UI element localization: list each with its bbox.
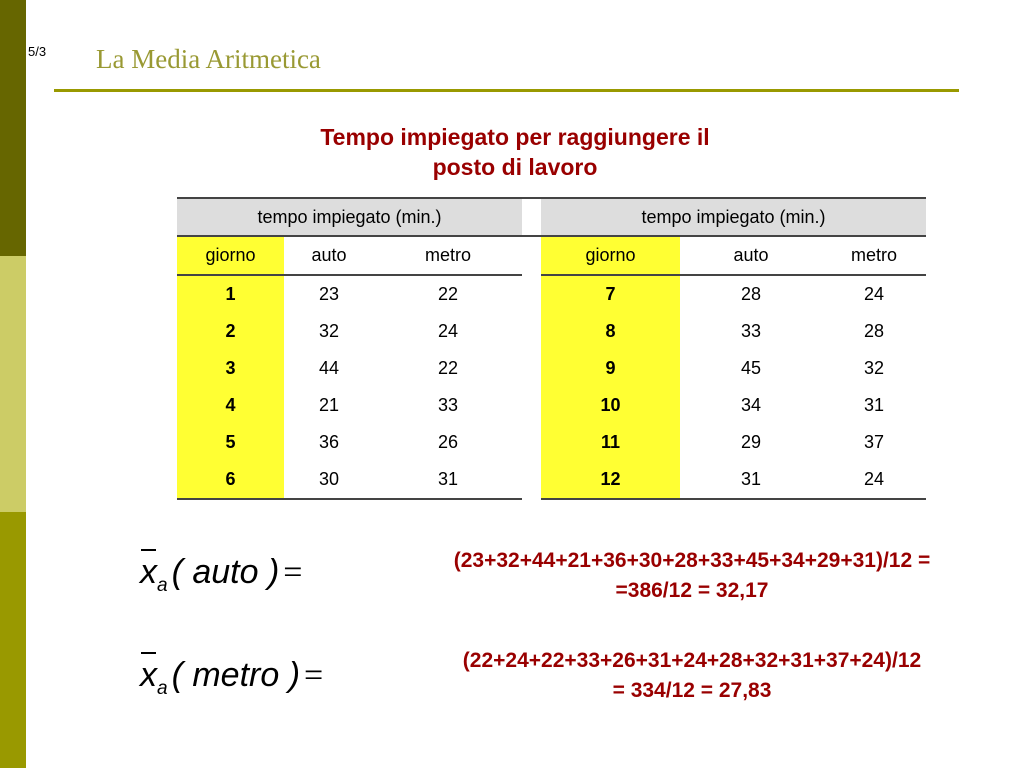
column-header-giorno: giorno (541, 236, 680, 275)
table-header-row (177, 198, 522, 236)
subscript-a: a (157, 678, 168, 699)
auto-cell: 30 (284, 461, 374, 499)
table-row (541, 387, 926, 424)
table-caption-line2: posto di lavoro (432, 154, 598, 180)
auto-cell: 34 (740, 395, 762, 415)
day-cell: 7 (541, 275, 680, 313)
table-row (177, 424, 522, 461)
equals-sign: = (304, 657, 324, 694)
x-bar-symbol: x (140, 656, 157, 694)
calc-line1: (22+24+22+33+26+31+24+28+32+31+37+24)/12 (462, 649, 922, 672)
slide-title: La Media Aritmetica (96, 44, 321, 74)
table-row (177, 461, 522, 499)
metro-cell: 24 (437, 321, 459, 341)
metro-cell: 22 (437, 284, 459, 304)
sidebar-segment-middle (0, 256, 26, 512)
formula-argument: ( metro ) (171, 656, 301, 694)
title-divider (54, 89, 959, 92)
day-cell: 6 (177, 461, 284, 499)
metro-cell: 24 (863, 284, 885, 304)
metro-cell: 33 (437, 395, 459, 415)
table-caption (230, 122, 800, 182)
table-row (541, 350, 926, 387)
day-cell: 1 (177, 275, 284, 313)
mean-metro-formula (140, 656, 324, 699)
column-header-metro: metro (374, 236, 522, 275)
metro-cell: 32 (863, 358, 885, 378)
metro-cell: 26 (437, 432, 459, 452)
day-cell: 10 (541, 387, 680, 424)
commute-table-left (177, 197, 522, 500)
table-row (541, 461, 926, 499)
table-row (541, 275, 926, 313)
metro-cell: 28 (863, 321, 885, 341)
column-header-auto: auto (284, 236, 374, 275)
decorative-sidebar (0, 0, 26, 768)
table-header: tempo impiegato (min.) (177, 198, 522, 236)
table-row (541, 313, 926, 350)
mean-auto-formula (140, 553, 303, 596)
equals-sign: = (283, 554, 303, 591)
table-gap (522, 197, 541, 237)
auto-cell: 32 (318, 321, 340, 341)
day-cell: 12 (541, 461, 680, 499)
auto-cell: 36 (318, 432, 340, 452)
column-header-row (541, 236, 926, 275)
day-cell: 3 (177, 350, 284, 387)
commute-table-right (541, 197, 926, 500)
page-number: 5/3 (28, 44, 47, 59)
column-header-giorno: giorno (177, 236, 284, 275)
day-cell: 11 (541, 424, 680, 461)
sidebar-segment-top (0, 0, 26, 256)
auto-cell: 23 (318, 284, 340, 304)
column-header-row (177, 236, 522, 275)
calc-line1: (23+32+44+21+36+30+28+33+45+34+29+31)/12 = (453, 549, 931, 572)
auto-cell: 45 (740, 358, 762, 378)
day-cell: 5 (177, 424, 284, 461)
day-cell: 2 (177, 313, 284, 350)
mean-auto-calculation (360, 546, 1024, 606)
auto-cell: 29 (740, 432, 762, 452)
sidebar-segment-bottom (0, 512, 26, 768)
auto-cell: 44 (318, 358, 340, 378)
column-header-auto: auto (680, 236, 822, 275)
metro-cell: 31 (863, 395, 885, 415)
auto-cell: 28 (740, 284, 762, 304)
formula-argument: ( auto ) (171, 553, 280, 591)
table-row (177, 275, 522, 313)
table-header: tempo impiegato (min.) (541, 198, 926, 236)
x-bar-symbol: x (140, 553, 157, 591)
day-cell: 8 (541, 313, 680, 350)
metro-cell: 24 (822, 461, 926, 499)
table-row (177, 350, 522, 387)
auto-cell: 21 (318, 395, 340, 415)
subscript-a: a (157, 575, 168, 596)
table-row (177, 313, 522, 350)
table-row (541, 424, 926, 461)
metro-cell: 31 (374, 461, 522, 499)
table-row (177, 387, 522, 424)
day-cell: 9 (541, 350, 680, 387)
table-header-row (541, 198, 926, 236)
calc-line2: =386/12 = 32,17 (615, 579, 769, 602)
calc-line2: = 334/12 = 27,83 (612, 679, 772, 702)
column-header-metro: metro (822, 236, 926, 275)
auto-cell: 31 (680, 461, 822, 499)
metro-cell: 22 (437, 358, 459, 378)
metro-cell: 37 (863, 432, 885, 452)
table-caption-line1: Tempo impiegato per raggiungere il (320, 124, 710, 150)
day-cell: 4 (177, 387, 284, 424)
mean-metro-calculation (360, 646, 1024, 706)
auto-cell: 33 (740, 321, 762, 341)
